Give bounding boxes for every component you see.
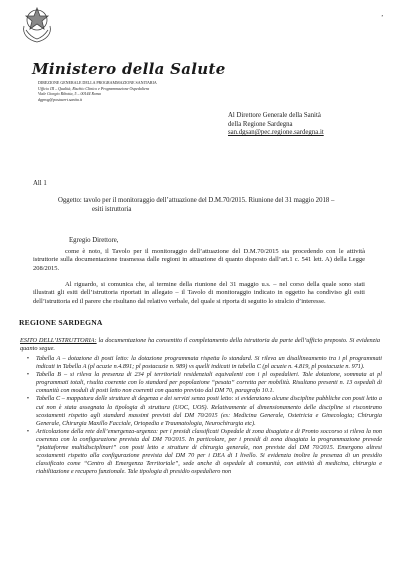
ministry-title: Ministero della Salute [32, 60, 226, 78]
bullet-icon: • [26, 371, 30, 379]
list-item [20, 428, 382, 477]
list-item [20, 355, 382, 371]
letterhead-line: dgprog@postacert.sanita.it [38, 96, 82, 102]
paragraph-text: Al riguardo, si comunica che, al termine della riunione del 31 maggio u.s. – nel corso della quale sono stati illustrati gli esiti dell’istruttoria riportati in allegato – il Tavolo di monitoraggio indicato in oggetto ha condiviso gli esiti dell’istruttoria ed il parere che risultano dal relativo verbale, del quale si riporta di seguito lo stralcio d’interesse. [33, 281, 365, 305]
esito-label: ESITO DELL’ISTRUTTORIA: [20, 337, 97, 344]
recipient-line: Al Direttore Generale della Sanità [228, 112, 321, 119]
bullet-list [20, 355, 382, 476]
bullet-icon: • [26, 427, 30, 435]
list-item-text: Tabella C – mappatura delle strutture di degenza e dei servizi senza posti letto: si evidenziano alcune discipline pubbliche con posti letto a cui non è stata assegnata la tipologia di struttura (UOC, UOS). Relativamente al dimensionamento delle discipline si riscontrano scostamenti rispetto agli standard massimi previsti dal DM 70/2015 (es: Medicina Generale, Ostetricia e Ginecologia; Chirurgia Generale, Chirurgia Maxillo Facciale, Ortopedia e Traumatologia, Neurochirurgia etc). [36, 395, 382, 427]
region-heading: REGIONE SARDEGNA [19, 318, 103, 327]
italian-republic-emblem-icon [20, 4, 54, 44]
subject-line: esiti istruttoria [92, 205, 132, 213]
esito-paragraph [20, 337, 380, 353]
paragraph-text: come è noto, il Tavolo per il monitoraggio dell’attuazione del D.M.70/2015 sta procedendo con le attività istruttorie sulla documentazione trasmessa dalle regioni in attuazione di quanto disposto dall’art.1 c. 541 lett. A) della Legge 208/2015. [33, 248, 365, 272]
letterhead-line: Viale Giorgio Ribotta, 5 – 00144 Roma [38, 91, 101, 97]
esito-text: la documentazione ha consentito il completamento della istruttoria da parte dell’ufficio preposto. Si evidenzia quanto segue. [20, 337, 381, 353]
corner-mark: ’ [381, 14, 384, 22]
recipient-email-link[interactable]: san.dgsan@pec.regione.sardegna.it [228, 129, 324, 137]
recipient-block [228, 112, 324, 138]
attachments-label: All 1 [33, 180, 47, 187]
body-paragraph [33, 248, 365, 273]
subject-block [58, 197, 364, 214]
list-item [20, 371, 382, 395]
bullet-icon: • [26, 355, 30, 362]
list-item-text: Tabella B – si rileva la presenza di 234 pl territoriali residenziali equivalenti con i pl ospedalieri. Tale dotazione, sommata ai pl programmati totali, risulta coerente con lo standard per popolazione “pesata” corretta per mobilità. Risultano presenti n. 13 ospedali di comunità con moduli di posti letto non coerenti con quanto previsto dal DM 70, paragrafo 10.1. [36, 371, 382, 395]
list-item [20, 395, 382, 427]
recipient-line: della Regione Sardegna [228, 120, 293, 128]
letterhead-line: DIREZIONE GENERALE DELLA PROGRAMMAZIONE SANITARIA [38, 80, 157, 85]
salutation: Egregio Direttore, [69, 237, 119, 244]
letterhead-line: Ufficio III – Qualità, Rischio Clinico e Programmazione Ospedaliera [38, 85, 150, 91]
subject-line: Oggetto: tavolo per il monitoraggio dell’attuazione del D.M.70/2015. Riunione del 31 maggio 2018 – [58, 197, 335, 204]
list-item-text: Tabella A – dotazione di posti letto: la dotazione programmata rispetta lo standard. Si rileva un disallineamento tra i pl programmati indicati in Tabella A (pl acuzie n.4.891; pl postacuzie n. 989) vs quelli indicati in tabella C (pl acuzie n. 4.819, pl postacuzie n. 971). [36, 355, 382, 371]
body-paragraph [33, 281, 365, 306]
bullet-icon: • [26, 395, 30, 403]
letterhead-address [38, 80, 157, 102]
list-item-text: Articolazione della rete dell’emergenza-urgenza: per i presidi classificati Ospedale di zona disagiata e di Pronto soccorso si rileva la non coerenza con la configurazione prevista dal DM 70/2015. In particolare, per i presidi di zona disagiata la programmazione prevede “piattaforme multidisciplinari” con posti letto e strutture di chirurgia generale, non previste dal DM 70/2015. Emergono altresi scostamenti rispetto alla configurazione prevista dal DM 70 per i DEA di I livello. Si evidenzia inoltre la presenza di un presidio classificato come “Centro di Emergenza Territoriale”, sede anche di ospedale di comunità, con attività di medicina, chirurgia e riabilitazione e recupero funzionale. Tale tipologia di presidio ospedaliero non [36, 427, 382, 476]
